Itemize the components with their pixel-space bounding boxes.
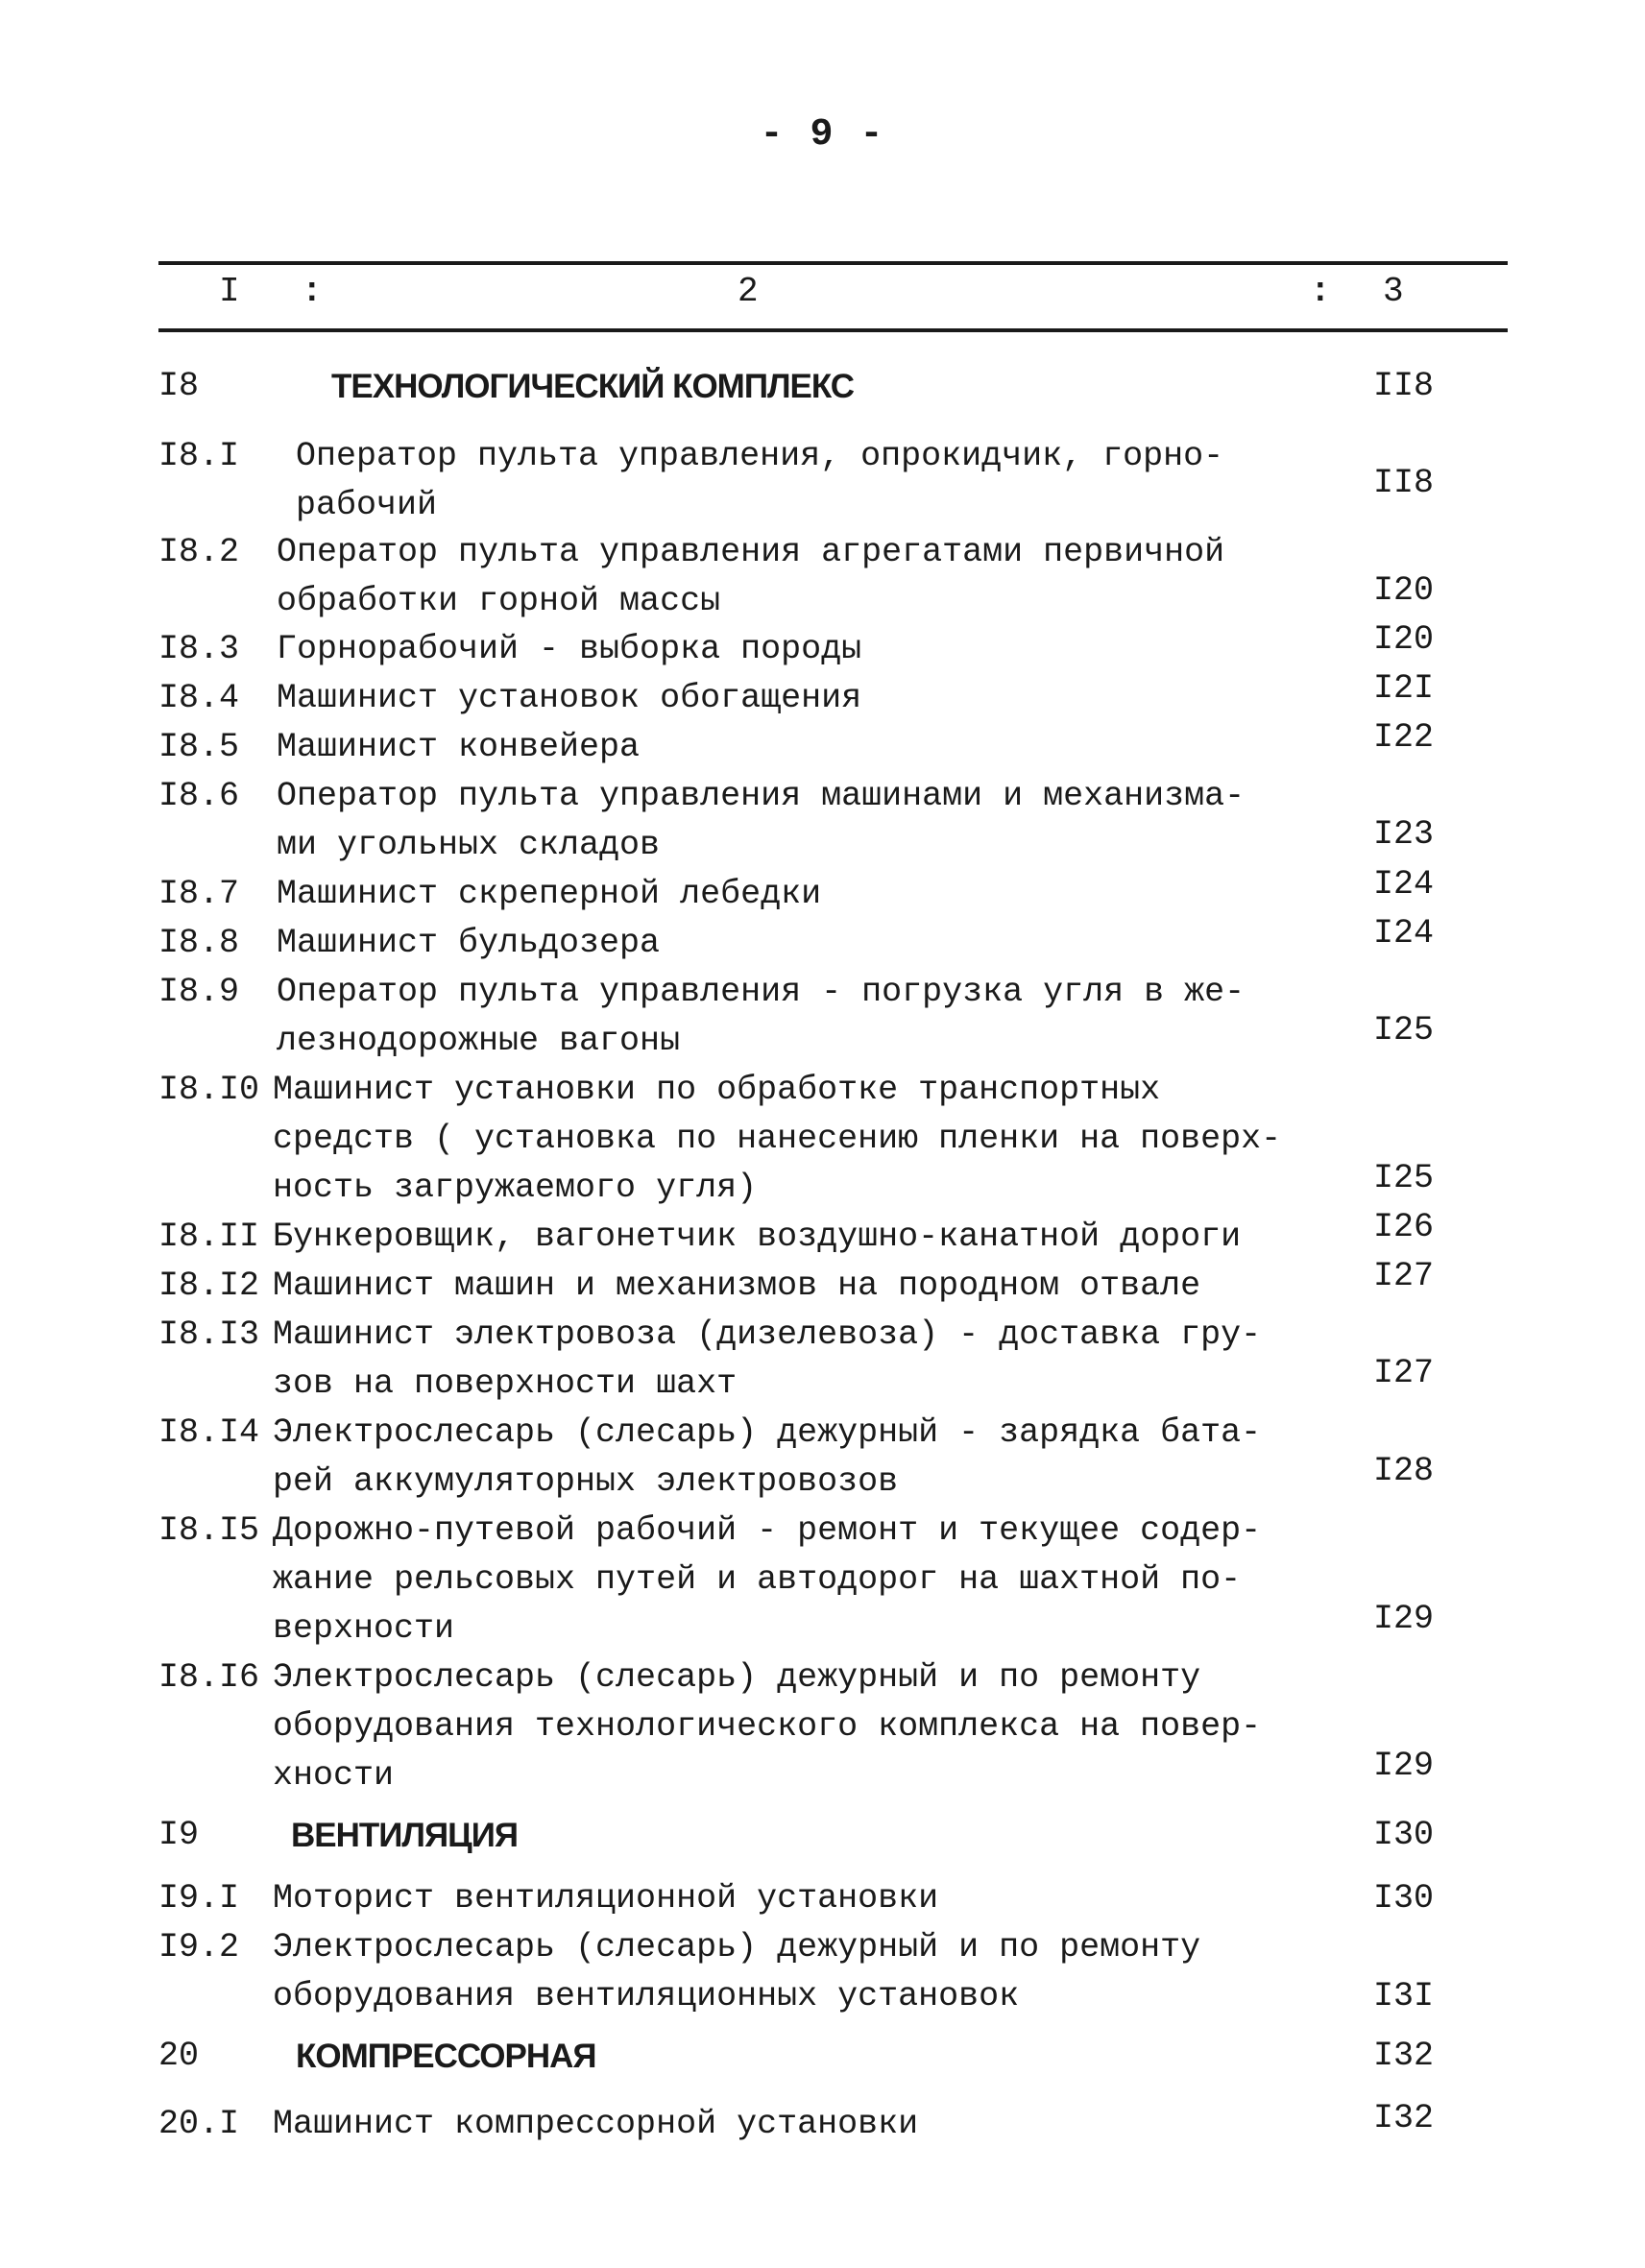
toc-entry-number: I8.I bbox=[158, 437, 240, 475]
toc-entry-number: I8.I5 bbox=[158, 1511, 260, 1550]
toc-entry-page: I26 bbox=[1373, 1208, 1435, 1246]
toc-entry-page: I24 bbox=[1373, 865, 1435, 904]
toc-entry-number: 20 bbox=[158, 2037, 200, 2075]
toc-entry-page: I29 bbox=[1373, 1600, 1435, 1638]
column-separator-1: : bbox=[302, 272, 323, 311]
toc-entry-page: I29 bbox=[1373, 1747, 1435, 1785]
toc-entry-title: Оператор пульта управления машинами и механизма- ми угольных складов bbox=[277, 777, 1246, 864]
toc-entry-title: Оператор пульта управления - погрузка угля в же- лезнодорожные вагоны bbox=[277, 973, 1246, 1060]
toc-section-title: КОМПРЕССОРНАЯ bbox=[296, 2038, 596, 2075]
toc-entry-page: I25 bbox=[1373, 1159, 1435, 1197]
column-header-1: I bbox=[219, 272, 240, 311]
column-header-3: 3 bbox=[1383, 272, 1404, 311]
toc-entry-title: Машинист конвейера bbox=[277, 728, 641, 766]
toc-entry-title: Моторист вентиляционной установки bbox=[273, 1879, 939, 1918]
toc-entry-title: Горнорабочий - выборка породы bbox=[277, 630, 862, 668]
toc-entry-number: I8.3 bbox=[158, 630, 240, 668]
table-header-top-rule bbox=[158, 261, 1508, 265]
toc-entry-page: I23 bbox=[1373, 815, 1435, 854]
toc-entry-number: I8.2 bbox=[158, 533, 240, 571]
toc-entry-title: Машинист установки по обработке транспортных средств ( установка по нанесению пленки на поверх- ность загружаемого угля) bbox=[273, 1071, 1282, 1207]
toc-entry-page: I30 bbox=[1373, 1879, 1435, 1918]
toc-section-title: ТЕХНОЛОГИЧЕСКИЙ КОМПЛЕКС bbox=[331, 368, 855, 405]
toc-entry-title: Электрослесарь (слесарь) дежурный и по ремонту оборудования технологического комплекса на повер- хности bbox=[273, 1658, 1262, 1795]
toc-entry-number: I8.9 bbox=[158, 973, 240, 1011]
toc-entry-page: I3I bbox=[1373, 1977, 1435, 2015]
toc-entry-page: I22 bbox=[1373, 718, 1435, 757]
toc-entry-number: I8.8 bbox=[158, 924, 240, 962]
toc-entry-title: Машинист машин и механизмов на породном отвале bbox=[273, 1267, 1201, 1305]
toc-entry-title: Машинист бульдозера bbox=[277, 924, 661, 962]
toc-entry-number: I8.I6 bbox=[158, 1658, 260, 1697]
toc-entry-number: I9 bbox=[158, 1816, 200, 1854]
page-number: - 9 - bbox=[760, 113, 885, 157]
toc-entry-title: Дорожно-путевой рабочий - ремонт и текущее содер- жание рельсовых путей и автодорог на шахтной по- верхности bbox=[273, 1511, 1262, 1648]
toc-entry-title: Машинист скреперной лебедки bbox=[277, 875, 822, 913]
toc-entry-number: I8.4 bbox=[158, 679, 240, 717]
toc-entry-number: I9.2 bbox=[158, 1928, 240, 1966]
column-separator-2: : bbox=[1310, 272, 1331, 311]
toc-entry-number: I8.II bbox=[158, 1218, 260, 1256]
toc-entry-number: I8.I0 bbox=[158, 1071, 260, 1109]
toc-entry-number: 20.I bbox=[158, 2105, 240, 2143]
toc-entry-page: I20 bbox=[1373, 620, 1435, 659]
toc-entry-page: I24 bbox=[1373, 914, 1435, 953]
column-header-2: 2 bbox=[738, 272, 759, 311]
toc-entry-page: II8 bbox=[1373, 464, 1435, 502]
toc-entry-title: Оператор пульта управления, опрокидчик, горно- рабочий bbox=[296, 437, 1224, 524]
table-header-bottom-rule bbox=[158, 328, 1508, 332]
toc-entry-title: Бункеровщик, вагонетчик воздушно-канатной дороги bbox=[273, 1218, 1242, 1256]
toc-entry-number: I8.5 bbox=[158, 728, 240, 766]
toc-entry-number: I8.I2 bbox=[158, 1267, 260, 1305]
toc-entry-page: I30 bbox=[1373, 1816, 1435, 1854]
toc-entry-number: I8.7 bbox=[158, 875, 240, 913]
toc-entry-page: I27 bbox=[1373, 1257, 1435, 1295]
toc-entry-page: II8 bbox=[1373, 367, 1435, 405]
toc-entry-page: I28 bbox=[1373, 1452, 1435, 1490]
toc-entry-number: I8 bbox=[158, 367, 200, 405]
toc-entry-number: I8.6 bbox=[158, 777, 240, 815]
toc-entry-number: I8.I3 bbox=[158, 1315, 260, 1354]
toc-entry-title: Машинист компрессорной установки bbox=[273, 2105, 919, 2143]
toc-entry-title: Машинист электровоза (дизелевоза) - доставка гру- зов на поверхности шахт bbox=[273, 1315, 1262, 1403]
toc-entry-number: I9.I bbox=[158, 1879, 240, 1918]
toc-entry-page: I25 bbox=[1373, 1011, 1435, 1050]
toc-entry-page: I2I bbox=[1373, 669, 1435, 708]
toc-section-title: ВЕНТИЛЯЦИЯ bbox=[291, 1817, 519, 1854]
toc-entry-page: I27 bbox=[1373, 1354, 1435, 1392]
toc-entry-title: Электрослесарь (слесарь) дежурный и по ремонту оборудования вентиляционных установок bbox=[273, 1928, 1201, 2015]
toc-entry-title: Электрослесарь (слесарь) дежурный - зарядка бата- рей аккумуляторных электровозов bbox=[273, 1413, 1262, 1501]
toc-entry-page: I20 bbox=[1373, 571, 1435, 610]
toc-entry-number: I8.I4 bbox=[158, 1413, 260, 1452]
toc-entry-page: I32 bbox=[1373, 2099, 1435, 2137]
toc-entry-page: I32 bbox=[1373, 2037, 1435, 2075]
toc-entry-title: Оператор пульта управления агрегатами первичной обработки горной массы bbox=[277, 533, 1225, 620]
toc-entry-title: Машинист установок обогащения bbox=[277, 679, 862, 717]
